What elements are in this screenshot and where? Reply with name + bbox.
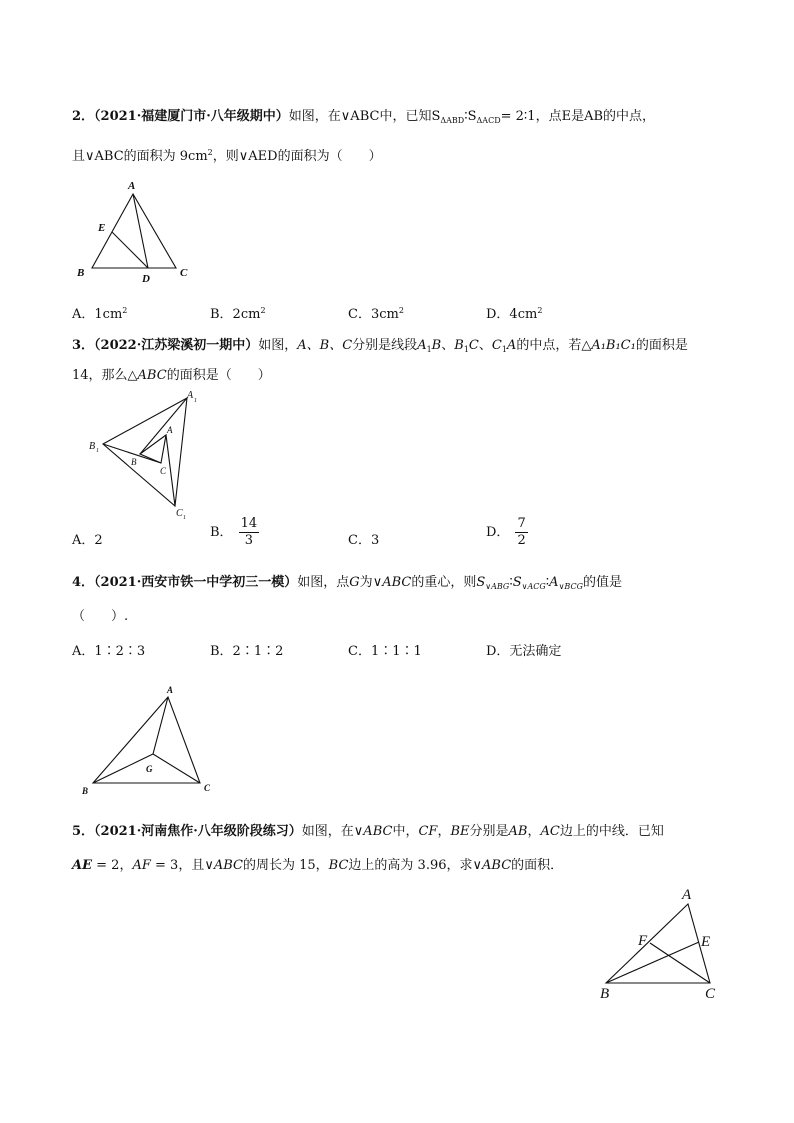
- q5-text-4: 边上的中线．已知: [559, 824, 664, 839]
- q5-ab: AB: [508, 824, 528, 839]
- q4-source: （2021·西安市铁一中学初三一模）: [94, 575, 298, 590]
- q3-seg3-b: A: [506, 338, 517, 353]
- q5-ae-val: = 2: [92, 858, 120, 873]
- q3-option-a-label: A．2: [72, 533, 103, 548]
- q5-triangle-2: ∨ABC: [204, 858, 243, 873]
- q3-points: A、B、C: [297, 338, 353, 353]
- q2-label-c: C: [180, 267, 188, 279]
- q3-label-a1: A: [187, 390, 194, 401]
- q4-number: 4．: [72, 575, 95, 590]
- q3-text-4: 的面积是: [635, 338, 688, 353]
- q4-s2: S: [512, 575, 522, 590]
- q4-label-a: A: [167, 685, 174, 695]
- q4-label-b: B: [82, 786, 89, 796]
- q3-label-b1-sub: 1: [96, 448, 99, 454]
- q3-label-c1: C: [176, 508, 183, 519]
- q3-sep1: 、: [441, 338, 455, 353]
- q4-s1: S: [476, 575, 486, 590]
- q3-option-b-numerator: 14: [240, 516, 258, 531]
- q4-s3-sub: ∨BCG: [558, 582, 583, 591]
- q5-triangle: ∨ABC: [353, 824, 393, 839]
- q5-af: AF: [132, 858, 151, 873]
- q2-triangle: ∨ABC: [340, 109, 380, 124]
- q5-ae: AE: [72, 858, 92, 873]
- q3-label-c1-sub: 1: [183, 515, 186, 521]
- q3-line2-tri: ABC: [137, 368, 167, 383]
- q2-option-a-label: A．1cm: [72, 307, 123, 322]
- q4-s3: A: [549, 575, 559, 590]
- q5-triangle-3: ∨ABC: [472, 858, 512, 873]
- q2-s1: S: [431, 109, 441, 124]
- q4-line2-text: （ ）.: [72, 609, 129, 624]
- q4-colon-1: ∶: [509, 575, 513, 590]
- q2-option-c-label: C．3cm: [348, 307, 399, 322]
- q5-text-1: 如图，在: [301, 824, 354, 839]
- q3-option-b-denominator: 3: [244, 533, 253, 548]
- q5-be: BE: [450, 824, 470, 839]
- q3-option-d-denominator: 2: [517, 533, 526, 548]
- q2-number: 2．: [72, 109, 95, 124]
- q3-seg1-sub: 1: [426, 345, 432, 354]
- q2-label-b: B: [77, 267, 85, 279]
- q2-source: （2021·福建厦门市·八年级期中）: [94, 109, 289, 124]
- q3-label-a1-sub: 1: [194, 398, 197, 404]
- q3-sep2: 、: [478, 338, 492, 353]
- q5-segment-be: [606, 942, 699, 983]
- q5-label-f: F: [638, 933, 648, 949]
- q2-option-d-sup: 2: [537, 306, 543, 315]
- q4-s1-sub: ∨ABG: [485, 582, 510, 591]
- q5-af-val: = 3: [150, 858, 179, 873]
- q4-option-d-label: D．无法确定: [486, 644, 562, 659]
- q2-label-a: A: [128, 180, 136, 192]
- q3-seg1-a: A: [417, 338, 427, 353]
- q5-text-6: 的周长为 15，: [242, 858, 329, 873]
- q2-ratio: = 2∶1: [500, 109, 536, 124]
- q3-text-3: 的中点，若△: [516, 338, 592, 353]
- q5-sep: ，: [437, 824, 451, 839]
- q2-text-2: 中，已知: [379, 109, 432, 124]
- q2-line2-b: ，则∨AED的面积为（ ）: [212, 149, 382, 164]
- q2-colon: ∶: [464, 109, 468, 124]
- q5-sep2: ，: [527, 824, 541, 839]
- q5-ac: AC: [540, 824, 560, 839]
- q2-option-b-label: B．2cm: [210, 307, 261, 322]
- q2-s1-sub: ΔABD: [440, 116, 465, 125]
- q5-label-e: E: [701, 934, 711, 950]
- q3-source: （2022·江苏梁溪初一期中）: [94, 338, 259, 353]
- q4-text-1: 如图，点: [297, 575, 350, 590]
- q2-text-3: ，点E是AB的中点，: [535, 109, 656, 124]
- q2-s2-sub: ΔACD: [476, 116, 501, 125]
- q4-text-2: 为: [359, 575, 373, 590]
- q5-text-7: 边上的高为 3.96，求: [348, 858, 473, 873]
- q3-seg1-b: B: [431, 338, 442, 353]
- q3-option-d-label: D．: [486, 525, 510, 540]
- q5-cf: CF: [418, 824, 438, 839]
- q4-point-g: G: [349, 575, 360, 590]
- q2-s2: S: [467, 109, 477, 124]
- q5-source: （2021·河南焦作·八年级阶段练习）: [94, 824, 302, 839]
- q5-text-2: 中，: [392, 824, 419, 839]
- q4-label-c: C: [204, 783, 211, 793]
- q3-seg2-sub: 1: [463, 345, 469, 354]
- q5-number: 5．: [72, 824, 95, 839]
- q3-number: 3．: [72, 338, 95, 353]
- q3-label-b1: B: [89, 441, 96, 452]
- q5-sep3: ，: [119, 858, 133, 873]
- q3-label-b: B: [131, 457, 137, 467]
- q2-text-1: 如图，在: [288, 109, 341, 124]
- q3-option-b-label: B．: [210, 525, 233, 540]
- q3-line2-a: 14，那么△: [72, 368, 138, 383]
- q5-text-3: 分别是: [469, 824, 509, 839]
- q4-text-4: 的值是: [582, 575, 622, 590]
- q3-big-triangle: A₁B₁C₁: [591, 338, 636, 353]
- q4-label-g: G: [146, 764, 153, 774]
- q3-text-2: 分别是线段: [352, 338, 418, 353]
- q2-option-d-label: D．4cm: [486, 307, 538, 322]
- q3-text-1: 如图，: [258, 338, 298, 353]
- q2-label-d: D: [142, 273, 150, 285]
- q2-line2-a: 且∨ABC的面积为 9cm: [72, 149, 208, 164]
- q3-option-c-label: C．3: [348, 533, 380, 548]
- q3-line2-b: 的面积是（ ）: [166, 368, 271, 383]
- q5-label-c: C: [705, 986, 716, 1002]
- q3-label-c: C: [160, 466, 167, 476]
- q4-s2-sub: ∨ACG: [521, 582, 546, 591]
- q2-option-c-sup: 2: [398, 306, 404, 315]
- q5-text-8: 的面积．: [511, 858, 564, 873]
- q5-label-b: B: [600, 986, 610, 1002]
- q4-option-c-label: C．1∶1∶1: [348, 644, 422, 659]
- q3-label-a: A: [167, 425, 173, 435]
- q5-label-a: A: [682, 887, 692, 903]
- q3-seg2-a: B: [454, 338, 464, 353]
- q3-seg3-sub: 1: [501, 345, 507, 354]
- q2-option-a-sup: 2: [122, 306, 128, 315]
- q3-option-d-numerator: 7: [517, 516, 526, 531]
- q4-triangle: ∨ABC: [372, 575, 412, 590]
- q2-label-e: E: [98, 222, 106, 234]
- q2-line2-sup: 2: [207, 148, 213, 157]
- q3-seg3-a: C: [491, 338, 502, 353]
- q5-text-5: ，且: [178, 858, 205, 873]
- q4-text-3: 的重心，则: [411, 575, 477, 590]
- q4-option-a-label: A．1∶2∶3: [72, 644, 146, 659]
- q2-option-b-sup: 2: [260, 306, 266, 315]
- q4-colon-2: ∶: [545, 575, 550, 590]
- q4-option-b-label: B．2∶1∶2: [210, 644, 284, 659]
- q3-seg2-b: C: [468, 338, 479, 353]
- q5-bc: BC: [328, 858, 349, 873]
